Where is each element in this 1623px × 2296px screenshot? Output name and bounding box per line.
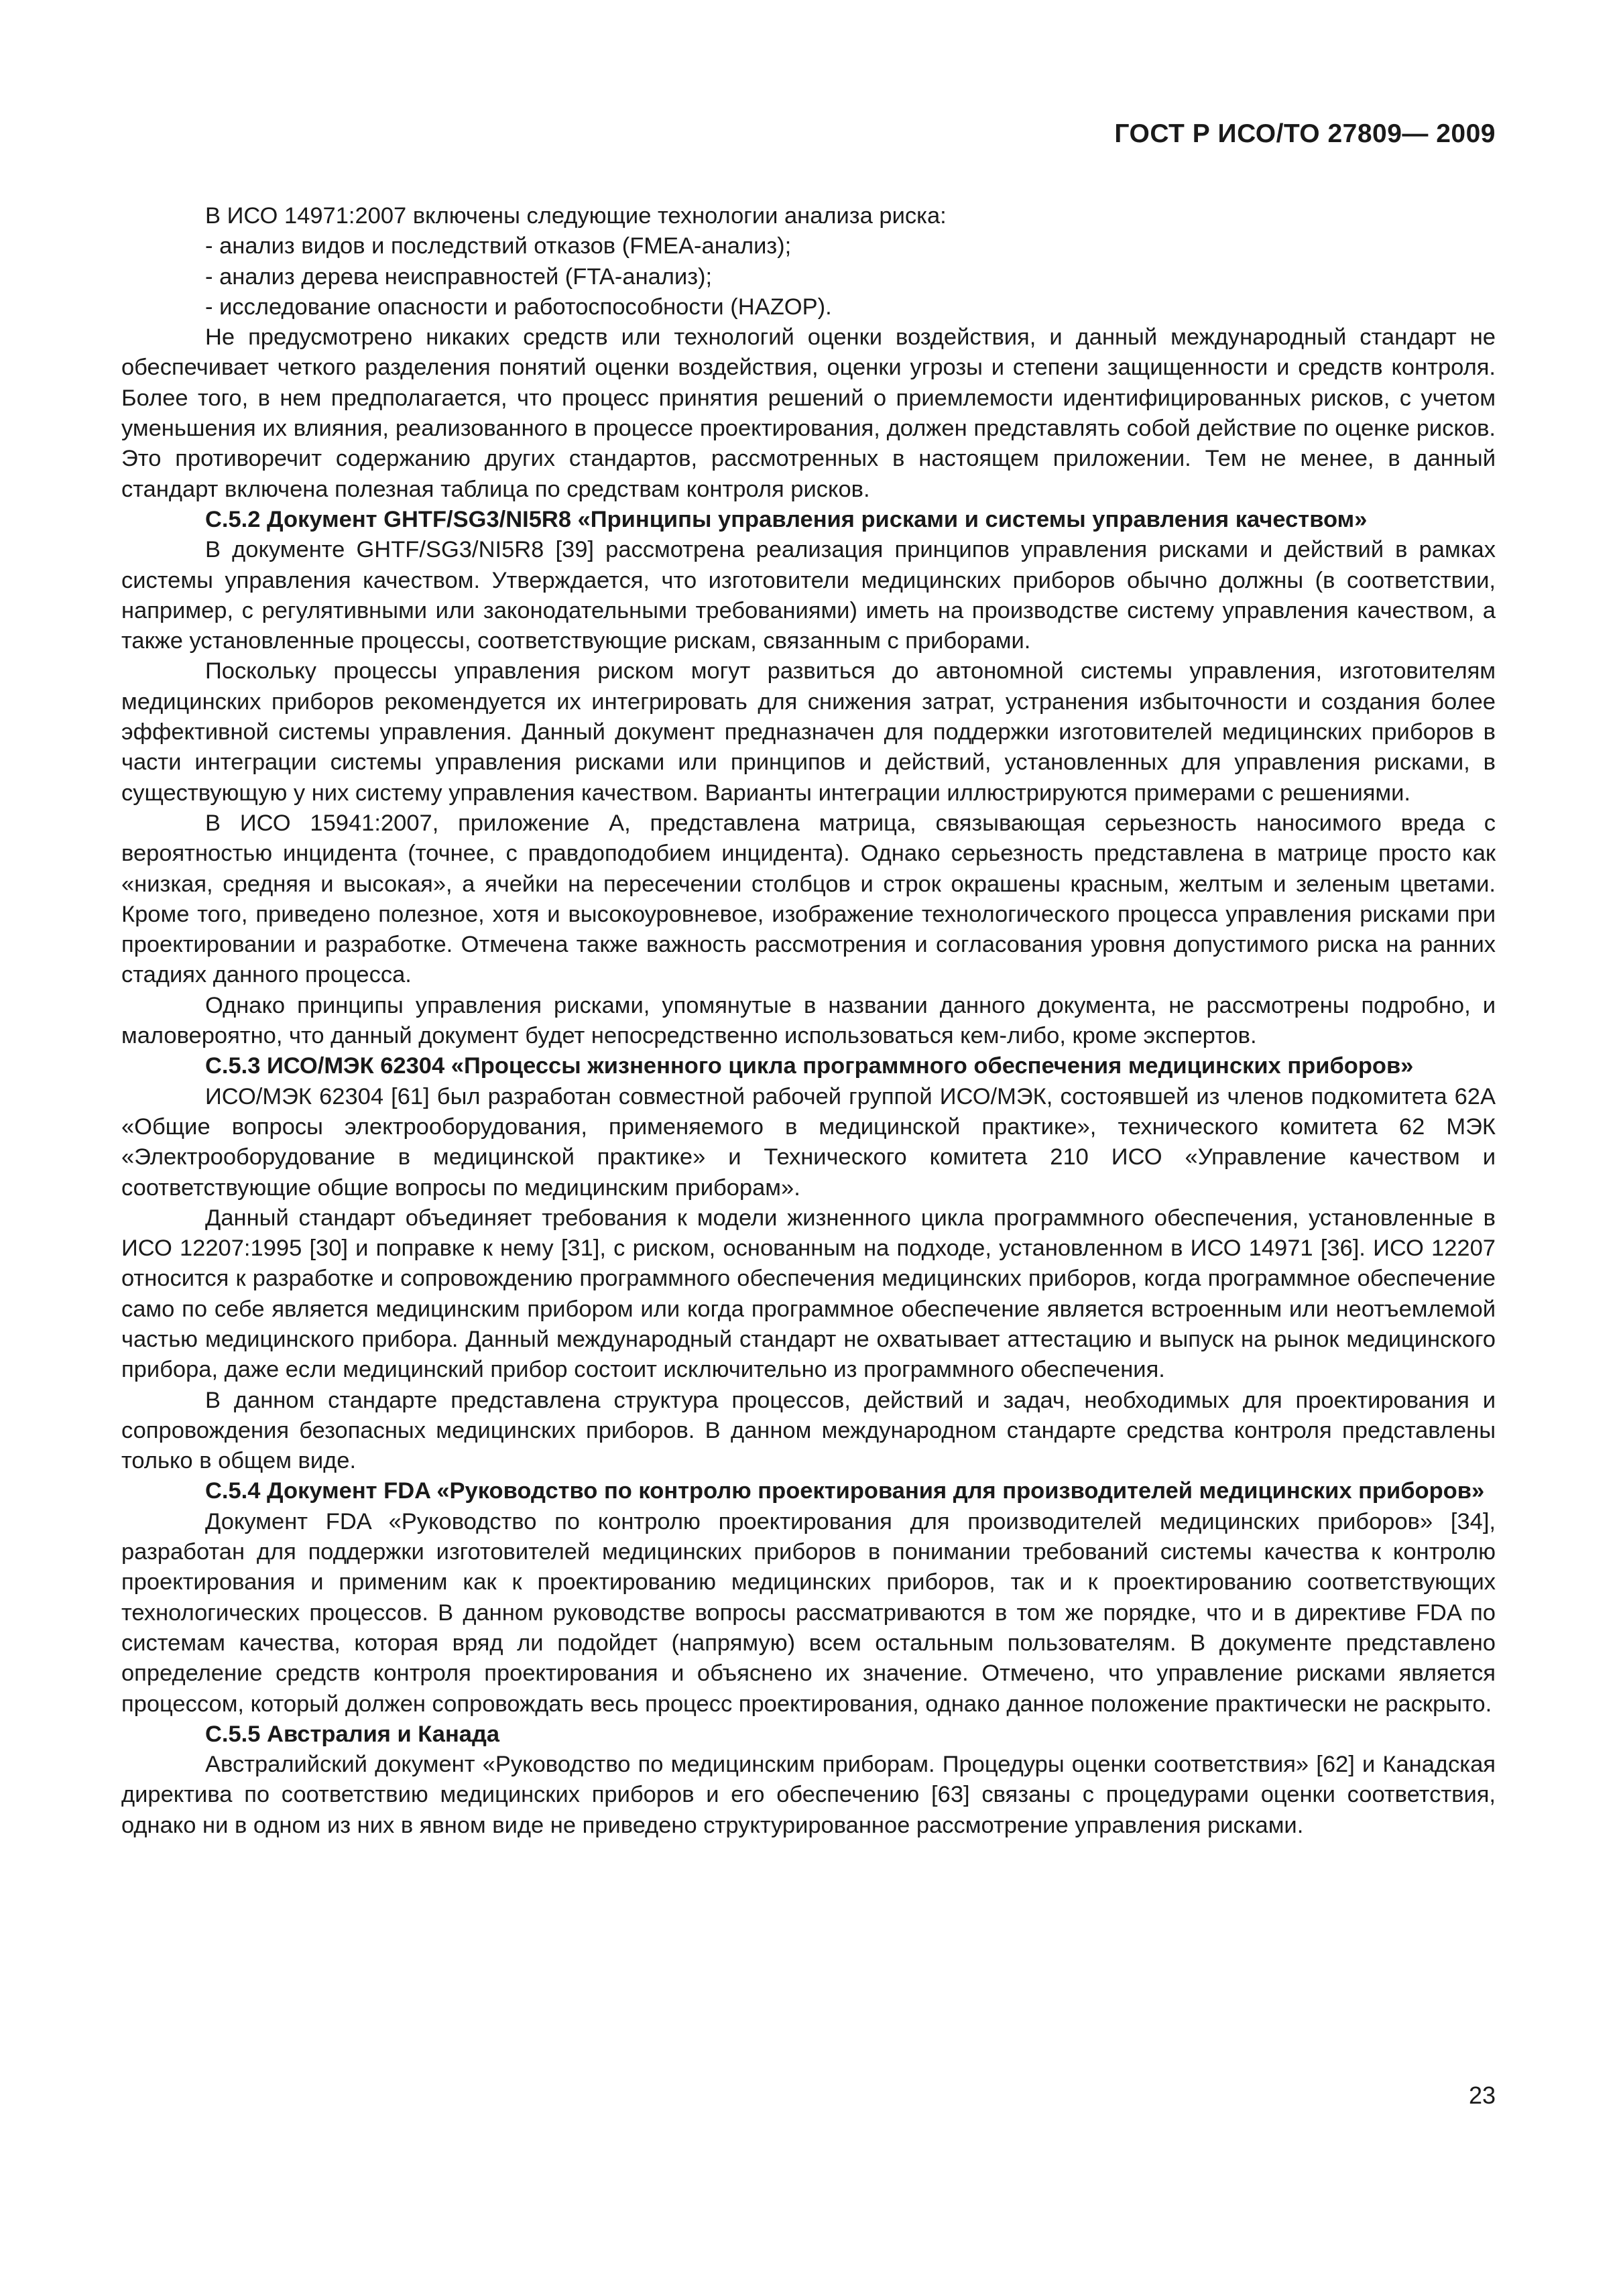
section-heading-c553: С.5.3 ИСО/МЭК 62304 «Процессы жизненного цикла программного обеспечения медицинских приборов» [205, 1053, 1414, 1079]
section-heading-c552: С.5.2 Документ GHTF/SG3/NI5R8 «Принципы управления рисками и системы управления качеством» [205, 506, 1368, 532]
intro-paragraph: Не предусмотрено никаких средств или технологий оценки воздействия, и данный международный стандарт не обеспечивает четкого разделения понятий оценки воздействия, оценки угрозы и степени защищенности и средств контроля. Более того, в нем предполагается, что процесс принятия решений о приемлемости идентифицированных рисков, с учетом уменьшения их влияния, реализованного в процессе проектирования, должен представлять собой действие по оценке рисков. Это противоречит содержанию других стандартов, рассмотренных в настоящем приложении. Тем не менее, в данный стандарт включена полезная таблица по средствам контроля рисков. [121, 324, 1496, 502]
section-paragraph: Документ FDA «Руководство по контролю проектирования для производителей медицинских приборов» [34], разработан для поддержки изготовителей медицинских приборов в понимании требований системы качества к контролю проектирования и применим как к проектированию медицинских приборов, так и к проектированию соответствующих технологических процессов. В данном руководстве вопросы рассматриваются в том же порядке, что и в директиве FDA по системам качества, которая вряд ли подойдет (напрямую) всем остальным пользователям. В документе представлено определение средств контроля проектирования и объяснено их значение. Отмечено, что управление рисками является процессом, который должен сопровождать весь процесс проектирования, однако данное положение практически не раскрыто. [121, 1508, 1496, 1717]
section-paragraph: Поскольку процессы управления риском могут развиться до автономной системы управления, изготовителям медицинских приборов рекомендуется их интегрировать для снижения затрат, устранения избыточности и создания более эффективной системы управления. Данный документ предназначен для поддержки изготовителей медицинских приборов в части интеграции системы управления рисками или принципов и действий, установленных для управления рисками, в существующую у них систему управления качеством. Варианты интеграции иллюстрируются примерами с решениями. [121, 658, 1496, 806]
document-header: ГОСТ Р ИСО/ТО 27809— 2009 [1114, 119, 1496, 148]
section-paragraph: В ИСО 15941:2007, приложение А, представлена матрица, связывающая серьезность наносимого вреда с вероятностью инцидента (точнее, с правдоподобием инцидента). Однако серьезность представлена в матрице просто как «низкая, средняя и высокая», а ячейки на пересечении столбцов и строк окрашены красным, желтым и зеленым цветами. Кроме того, приведено полезное, хотя и высокоуровневое, изображение технологического процесса управления рисками при проектировании и разработке. Отмечена также важность рассмотрения и согласования уровня допустимого риска на ранних стадиях данного процесса. [121, 810, 1496, 988]
section-heading-c555: С.5.5 Австралия и Канада [205, 1721, 500, 1747]
section-paragraph: Однако принципы управления рисками, упомянутые в названии данного документа, не рассмотрены подробно, и маловероятно, что данный документ будет непосредственно использоваться кем-либо, кроме экспертов. [121, 992, 1496, 1049]
section-paragraph: В данном стандарте представлена структура процессов, действий и задач, необходимых для проектирования и сопровождения безопасных медицинских приборов. В данном международном стандарте средства контроля представлены только в общем виде. [121, 1387, 1496, 1474]
intro-paragraph: В ИСО 14971:2007 включены следующие технологии анализа риска: [205, 203, 947, 229]
list-item: - анализ дерева неисправностей (FTA-анализ); [205, 263, 713, 290]
list-item: - исследование опасности и работоспособности (HAZOP). [205, 294, 832, 320]
document-body [121, 201, 1496, 1841]
page-number: 23 [1468, 2081, 1496, 2109]
section-paragraph: Данный стандарт объединяет требования к модели жизненного цикла программного обеспечения, установленные в ИСО 12207:1995 [30] и поправке к нему [31], с риском, основанным на подходе, установленном в ИСО 14971 [36]. ИСО 12207 относится к разработке и сопровождению программного обеспечения медицинских приборов, когда программное обеспечение само по себе является медицинским прибором или когда программное обеспечение является встроенным или неотъемлемой частью медицинского прибора. Данный международный стандарт не охватывает аттестацию и выпуск на рынок медицинского прибора, даже если медицинский прибор состоит исключительно из программного обеспечения. [121, 1205, 1496, 1383]
section-paragraph: Австралийский документ «Руководство по медицинским приборам. Процедуры оценки соответствия» [62] и Канадская директива по соответствию медицинских приборов и его обеспечению [63] связаны с процедурами оценки соответствия, однако ни в одном из них в явном виде не приведено структурированное рассмотрение управления рисками. [121, 1752, 1496, 1838]
section-paragraph: В документе GHTF/SG3/NI5R8 [39] рассмотрена реализация принципов управления рисками и действий в рамках системы управления качеством. Утверждается, что изготовители медицинских приборов обычно должны (в соответствии, например, с регулятивными или законодательными требованиями) иметь на производстве систему управления качеством, а также установленные процессы, соответствующие рискам, связанным с приборами. [121, 537, 1496, 654]
section-paragraph: ИСО/МЭК 62304 [61] был разработан совместной рабочей группой ИСО/МЭК, состоявшей из членов подкомитета 62А «Общие вопросы электрооборудования, применяемого в медицинской практике», технического комитета 62 МЭК «Электрооборудование в медицинской практике» и Технического комитета 210 ИСО «Управление качеством и соответствующие общие вопросы по медицинским приборам». [121, 1083, 1496, 1201]
section-heading-c554: С.5.4 Документ FDA «Руководство по контролю проектирования для производителей медицинских приборов» [205, 1478, 1485, 1504]
list-item: - анализ видов и последствий отказов (FMEA-анализ); [205, 233, 792, 259]
